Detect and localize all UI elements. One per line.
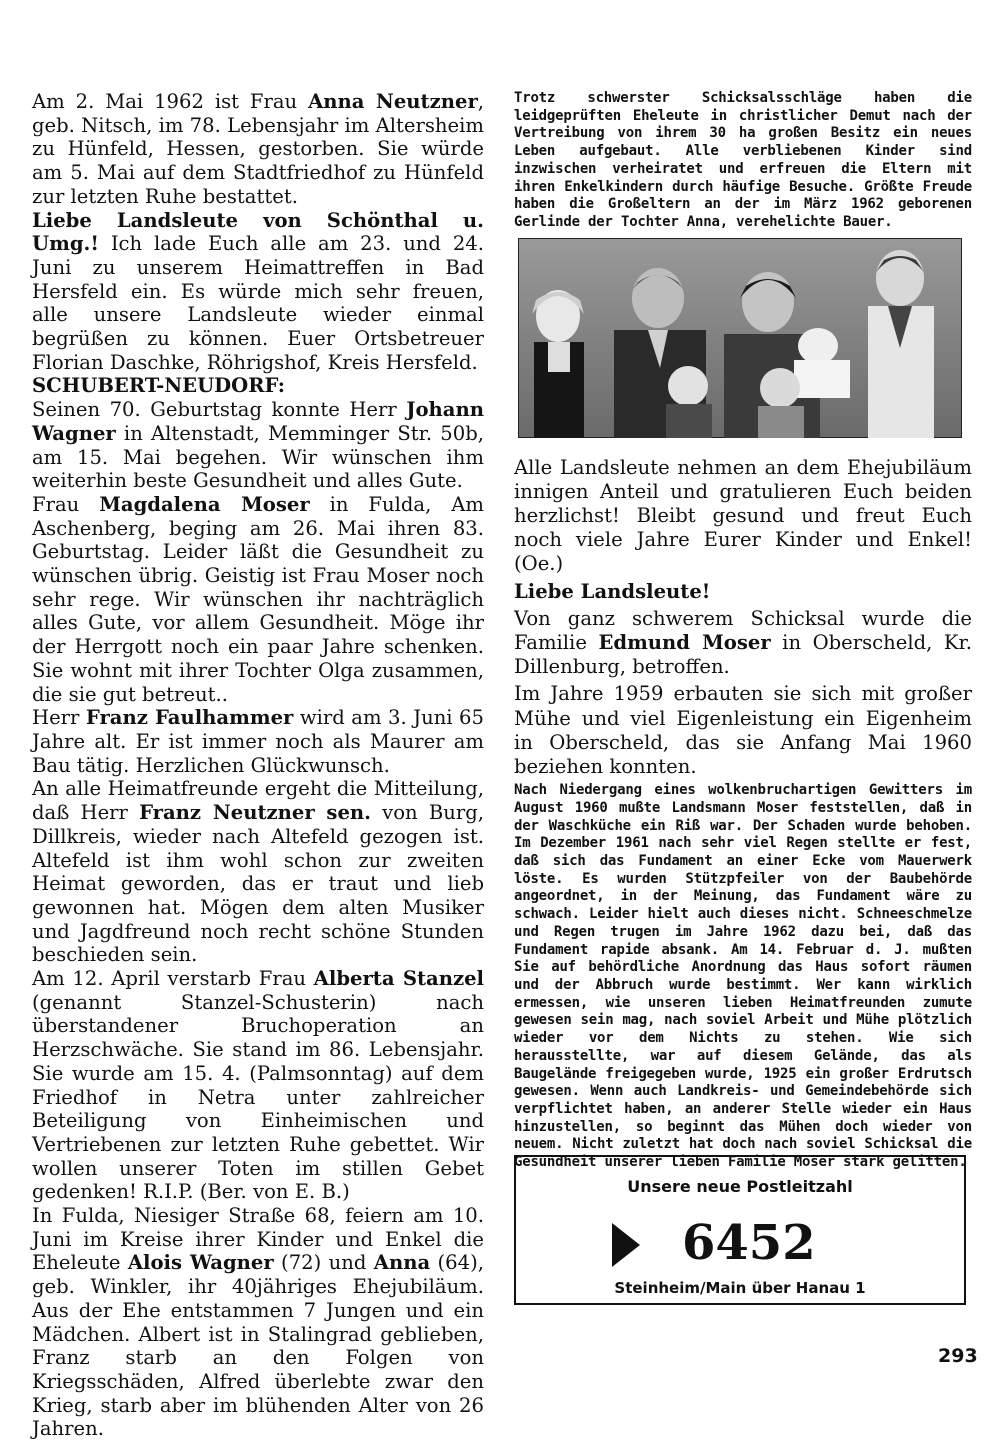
paragraph-wagner-jubilee: In Fulda, Niesiger Straße 68, feiern am 10. Juni im Kreise ihrer Kinder und Enkel die Eheleute Alois Wagner (72) und Anna (64), geb. Winkler, ihr 40jähriges Ehejubiläum. Aus der Ehe entstammen 7 Jungen und ein Mädchen. Albert ist in Stalingrad geblieben, Franz starb an den Folgen von Kriegsschäden, Alfred überlebte zwar den Krieg, starb aber im blühenden Alter von 26 Jahren. — [32, 1204, 484, 1441]
postal-code-notice — [514, 1155, 966, 1305]
postal-code-heading: Unsere neue Postleitzahl — [627, 1177, 853, 1196]
paragraph-house-built: Im Jahre 1959 erbauten sie sich mit großer Mühe und viel Eigenleistung ein Eigenheim in Oberscheld, das sie Anfang Mai 1960 beziehen konnten. — [514, 682, 972, 779]
paragraph-moser-birthday: Frau Magdalena Moser in Fulda, Am Aschenberg, beging am 26. Mai ihren 83. Geburtstag. Leider läßt die Gesundheit zu wünschen übrig. Geistig ist Frau Moser noch sehr rege. Wir wünschen ihr nachträglich alles Gute, vor allem Gesundheit. Möge ihr der Herrgott noch ein paar Jahre schenken. Sie wohnt mit ihrer Tochter Olga zusammen, die sie gut betreut.. — [32, 492, 485, 706]
section-heading: SCHUBERT-NEUDORF: — [32, 374, 285, 398]
paragraph-house-damage: Nach Niedergang eines wolkenbruchartigen Gewitters im August 1960 mußte Landsmann Moser feststellen, daß in der Waschküche ein Riß war. Der Schaden wurde behoben. Im Dezember 1961 nach sehr viel Regen stellte er fest, daß sich das Fundament an einer Ecke vom Mauerwerk löste. Es wurden Stützpfeiler von der Baubehörde angeordnet, in der Meinung, das Fundament wäre zu schwach. Leider hielt auch dieses nicht. Schneeschmelze und Regen trugen im Jahre 1962 dazu bei, daß das Fundament rapide absank. Am 14. Februar d. J. mußten Sie auf behördliche Anordnung das Haus sofort räumen und der Abbruch wurde bestimmt. Wer kann wirklich ermessen, wie unseren lieben Heimatfreunden zumute gewesen sein mag, nach soviel Arbeit und Mühe plötzlich wieder vor dem Nichts zu stehen. Wie sich herausstellte, war auf diesem Gelände, das als Baugelände freigegeben wurde, 1925 ein großer Erdrutsch gewesen. Wenn auch Landkreis- und Gemeindebehörde sich verpflichtet haben, an anderer Stelle wieder ein Haus hinzustellen, so beginnt das Mühen doch wieder von neuem. Nicht zuletzt hat doch nach soviel Schicksal die Gesundheit unserer lieben Familie Moser stark gelitten. — [514, 782, 972, 1171]
paragraph-faulhammer: Herr Franz Faulhammer wird am 3. Juni 65 Jahre alt. Er ist immer noch als Maurer am Bau tätig. Herzlichen Glückwunsch. — [32, 706, 484, 777]
paragraph-neutzner-move: An alle Heimatfreunde ergeht die Mitteilung, daß Herr Franz Neutzner sen. von Burg, Dillkreis, wieder nach Altefeld gezogen ist. Altefeld ist ihm wohl schon zur zweiten Heimat geworden, das er traut und lieb gewonnen hat. Mögen dem alten Musiker und Jagdfreund noch recht schöne Stunden beschieden sein. — [32, 777, 484, 967]
right-column — [514, 90, 972, 1172]
family-photo — [518, 238, 962, 438]
page-number: 293 — [938, 1345, 978, 1367]
paragraph-schoenthal-invite: Liebe Landsleute von Schönthal u. Umg.! Ich lade Euch alle am 23. und 24. Juni zu unserem Heimattreffen in Bad Hersfeld ein. Es würde mich sehr freuen, alle unsere Landsleute wieder einmal begrüßen zu können. Euer Ortsbetreuer Florian Daschke, Röhrigshof, Kreis Hersfeld. — [32, 208, 484, 374]
left-column — [32, 90, 484, 1441]
postal-code: 6452 — [682, 1215, 816, 1271]
paragraph-jubilee-intro: Trotz schwerster Schicksalsschläge haben die leidgeprüften Eheleute in christlicher Demut nach der Vertreibung von ihrem 30 ha großen Besitz ein neues Leben aufgebaut. Alle verbliebenen Kinder sind inzwischen verheiratet und erfreuen die Eltern mit ihren Enkelkindern durch häufige Besuche. Größte Freude haben die Großeltern an der im März 1962 geborenen Gerlinde der Tochter Anna, verehelichte Bauer. — [514, 90, 972, 230]
paragraph-congratulations: Alle Landsleute nehmen an dem Ehejubiläum innigen Anteil und gratulieren Euch beiden herzlichst! Bleibt gesund und freut Euch noch viele Jahre Eurer Kinder und Enkel! (Oe.) — [514, 455, 972, 576]
paragraph-stanzel-death: Am 12. April verstarb Frau Alberta Stanzel (genannt Stanzel-Schusterin) nach überstandener Bruchoperation an Herzschwäche. Sie stand im 86. Lebensjahr. Sie wurde am 15. 4. (Palmsonntag) auf dem Friedhof in Netra unter zahlreicher Beteiligung von Einheimischen und Vertriebenen zur letzten Ruhe gebettet. Wir wollen unserer Toten im stillen Gebet gedenken! R.I.P. (Ber. von E. B.) — [32, 967, 484, 1204]
paragraph-neutzner-death: Am 2. Mai 1962 ist Frau Anna Neutzner, geb. Nitsch, im 78. Lebensjahr im Altersheim zu Hünfeld, Hessen, gestorben. Sie würde am 5. Mai auf dem Stadtfriedhof zu Hünfeld zur letzten Ruhe bestattet. — [32, 90, 484, 208]
arrow-right-icon — [612, 1223, 640, 1267]
paragraph-greeting: Liebe Landsleute! — [514, 579, 711, 603]
postal-place: Steinheim/Main über Hanau 1 — [614, 1279, 866, 1297]
paragraph-moser-fate: Von ganz schwerem Schicksal wurde die Familie Edmund Moser in Oberscheld, Kr. Dillenburg, betroffen. — [514, 606, 972, 679]
paragraph-wagner-birthday: Seinen 70. Geburtstag konnte Herr Johann Wagner in Altenstadt, Memminger Str. 50b, am 15. Mai begehen. Wir wünschen ihm weiterhin beste Gesundheit und alles Gute. — [32, 398, 484, 493]
